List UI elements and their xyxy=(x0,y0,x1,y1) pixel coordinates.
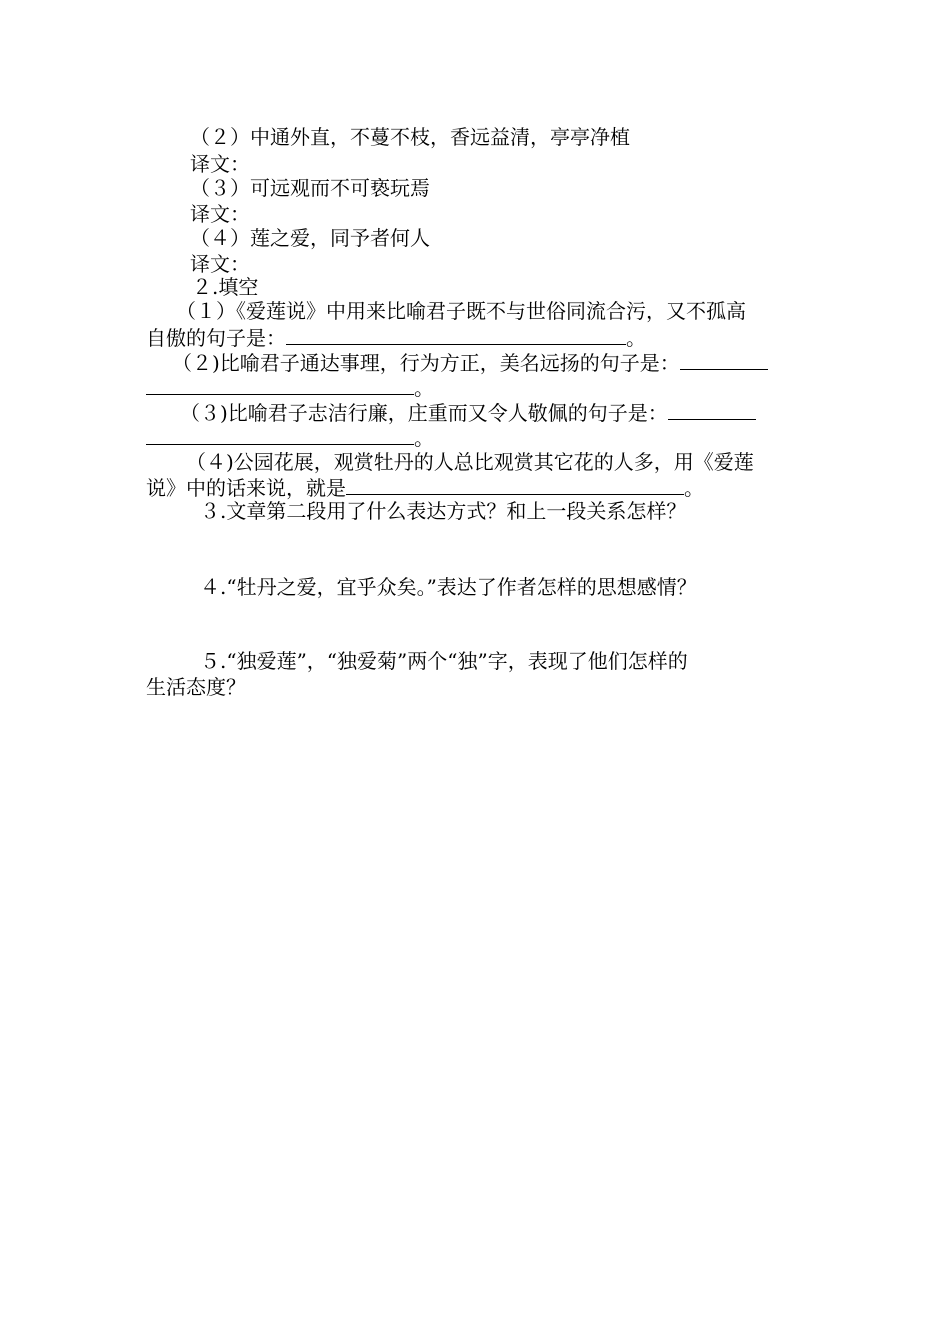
answer-blank-2b[interactable] xyxy=(146,374,414,395)
q2-heading: ２.填空 xyxy=(192,275,259,299)
q1-translation-label-2: 译文： xyxy=(190,152,250,176)
question-5-line-1: ５.“独爱莲”，“独爱菊”两个“独”字，表现了他们怎样的 xyxy=(200,649,688,673)
answer-blank-1[interactable] xyxy=(286,324,626,345)
q1-item-3: （３）可远观而不可亵玩焉 xyxy=(190,176,430,200)
q2-fill-2-prefix: （２)比喻君子通达事理，行为方正，美名远扬的句子是： xyxy=(172,351,680,375)
q1-translation-label-4: 译文： xyxy=(190,252,250,276)
q2-fill-4-line-1: （４)公园花展，观赏牡丹的人总比观赏其它花的人多，用《爱莲 xyxy=(186,450,754,474)
q1-item-2: （２）中通外直，不蔓不枝，香远益清，亭亭净植 xyxy=(190,125,630,149)
q2-fill-1-end: 。 xyxy=(626,326,646,350)
q1-translation-label-3: 译文： xyxy=(190,202,250,226)
q2-fill-3-prefix: （３)比喻君子志洁行廉，庄重而又令人敬佩的句子是： xyxy=(180,401,668,425)
q2-fill-3-end: 。 xyxy=(414,426,434,450)
question-5-line-2: 生活态度？ xyxy=(146,675,246,699)
question-3: ３.文章第二段用了什么表达方式？和上一段关系怎样？ xyxy=(200,499,687,523)
q2-fill-2-end: 。 xyxy=(414,376,434,400)
answer-blank-4[interactable] xyxy=(346,474,684,495)
q2-fill-1-line-2 xyxy=(146,324,808,351)
q2-fill-1-line-1: （１）《爱莲说》中用来比喻君子既不与世俗同流合污，又不孤高 xyxy=(176,299,746,323)
q2-fill-4-prefix: 说》中的话来说，就是 xyxy=(146,476,346,500)
q2-fill-2-line-2 xyxy=(146,374,808,401)
q2-fill-2-line-1 xyxy=(172,349,808,376)
answer-blank-3b[interactable] xyxy=(146,424,414,445)
q2-fill-4-end: 。 xyxy=(684,476,704,500)
q2-fill-3-line-1 xyxy=(180,399,808,426)
answer-blank-3a[interactable] xyxy=(668,399,756,420)
question-4: ４.“牡丹之爱，宜乎众矣。”表达了作者怎样的思想感情？ xyxy=(200,575,697,599)
q1-item-4: （４）莲之爱，同予者何人 xyxy=(190,226,430,250)
q2-fill-3-line-2 xyxy=(146,424,808,451)
q2-fill-1-prefix: 自傲的句子是： xyxy=(146,326,286,350)
q2-fill-4-line-2 xyxy=(146,474,808,501)
answer-blank-2a[interactable] xyxy=(680,349,768,370)
